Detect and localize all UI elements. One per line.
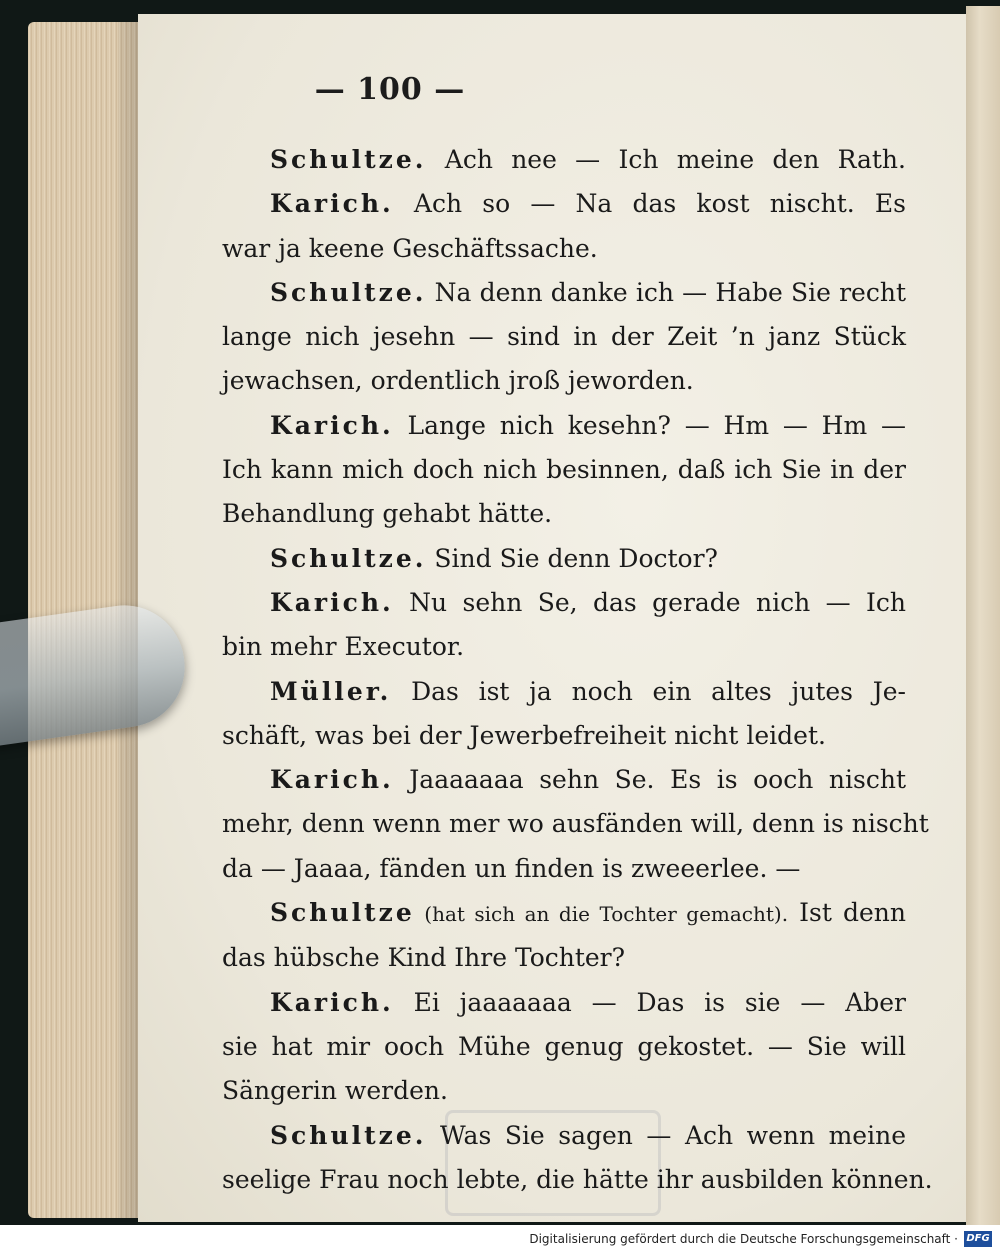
text-line xyxy=(222,758,906,802)
line-text: das hübsche Kind Ihre Tochter? xyxy=(222,943,626,973)
text-line xyxy=(222,1158,933,1202)
line-text: schäft, was bei der Jewerbefreiheit nicht leidet. xyxy=(222,720,826,750)
speaker-name: Müller. xyxy=(270,676,392,706)
text-line xyxy=(222,581,906,625)
footer-bar xyxy=(0,1225,1000,1251)
text-line xyxy=(222,1069,906,1113)
text-line xyxy=(222,1114,906,1158)
text-line xyxy=(222,670,906,714)
speaker-name: Karich. xyxy=(270,410,394,440)
text-line xyxy=(222,847,906,891)
text-line xyxy=(222,404,906,448)
text-line xyxy=(222,315,906,359)
line-text: seelige Frau noch lebte, die hätte ihr ausbilden können. xyxy=(222,1164,933,1194)
text-line xyxy=(222,448,906,492)
text-line xyxy=(222,537,906,581)
line-text: Ach nee — Ich meine den Rath. xyxy=(426,145,906,174)
line-text: Ist denn xyxy=(788,898,906,928)
line-text: Jaaaaaaa sehn Se. Es is ooch nischt xyxy=(393,765,906,795)
line-text: Das ist ja noch ein altes jutes Je- xyxy=(391,676,906,706)
stage-direction: (hat sich an die Tochter gemacht). xyxy=(414,902,789,927)
text-line xyxy=(222,625,906,669)
line-text: mehr, denn wenn mer wo ausfänden will, denn is nischt xyxy=(222,809,929,839)
speaker-name: Karich. xyxy=(270,987,394,1017)
text-line xyxy=(222,182,906,226)
text-line xyxy=(222,138,906,182)
line-text: Lange nich kesehn? — Hm — Hm — xyxy=(393,410,906,440)
text-line xyxy=(222,981,906,1025)
text-line xyxy=(222,271,906,315)
line-text: Ich kann mich doch nich besinnen, daß ich Sie in der xyxy=(222,455,906,485)
speaker-name: Schultze. xyxy=(270,543,427,573)
page-text xyxy=(222,138,933,1202)
text-line xyxy=(222,714,906,758)
text-line xyxy=(222,227,906,271)
text-line xyxy=(222,802,929,846)
line-text: Behandlung gehabt hätte. xyxy=(222,499,553,529)
speaker-name: Schultze. xyxy=(270,145,427,174)
text-line xyxy=(222,891,906,936)
line-text: da — Jaaaa, fänden un finden is zweeerlee. — xyxy=(222,853,801,883)
next-page-edge xyxy=(966,6,1000,1226)
line-text: Was Sie sagen — Ach wenn meine xyxy=(426,1120,906,1150)
line-text: Sängerin werden. xyxy=(222,1076,448,1106)
line-text: Nu sehn Se, das gerade nich — Ich xyxy=(393,587,906,617)
line-text: Na denn danke ich — Habe Sie recht xyxy=(426,277,906,307)
line-text: bin mehr Executor. xyxy=(222,632,465,662)
dfg-logo: DFG xyxy=(964,1231,992,1247)
speaker-name: Schultze xyxy=(270,898,415,928)
speaker-name: Karich. xyxy=(270,189,394,219)
text-line xyxy=(222,936,906,980)
speaker-name: Schultze. xyxy=(270,1120,427,1150)
footer-credit: Digitalisierung gefördert durch die Deutsche Forschungsgemeinschaft · xyxy=(529,1232,958,1246)
page-number: — 100 — xyxy=(314,72,466,107)
line-text: Ach so — Na das kost nischt. Es xyxy=(393,189,906,219)
line-text: jewachsen, ordentlich jroß jeworden. xyxy=(222,366,694,396)
line-text: lange nich jesehn — sind in der Zeit ’n janz Stück xyxy=(222,322,906,352)
text-line xyxy=(222,359,906,403)
line-text: war ja keene Geschäftssache. xyxy=(222,233,598,263)
text-line xyxy=(222,492,906,536)
text-line xyxy=(222,1025,906,1069)
speaker-name: Karich. xyxy=(270,587,394,617)
line-text: Ei jaaaaaaa — Das is sie — Aber xyxy=(393,987,906,1017)
line-text: sie hat mir ooch Mühe genug gekostet. — Sie will xyxy=(222,1031,906,1061)
speaker-name: Karich. xyxy=(270,765,394,795)
speaker-name: Schultze. xyxy=(270,277,427,307)
line-text: Sind Sie denn Doctor? xyxy=(426,543,718,573)
